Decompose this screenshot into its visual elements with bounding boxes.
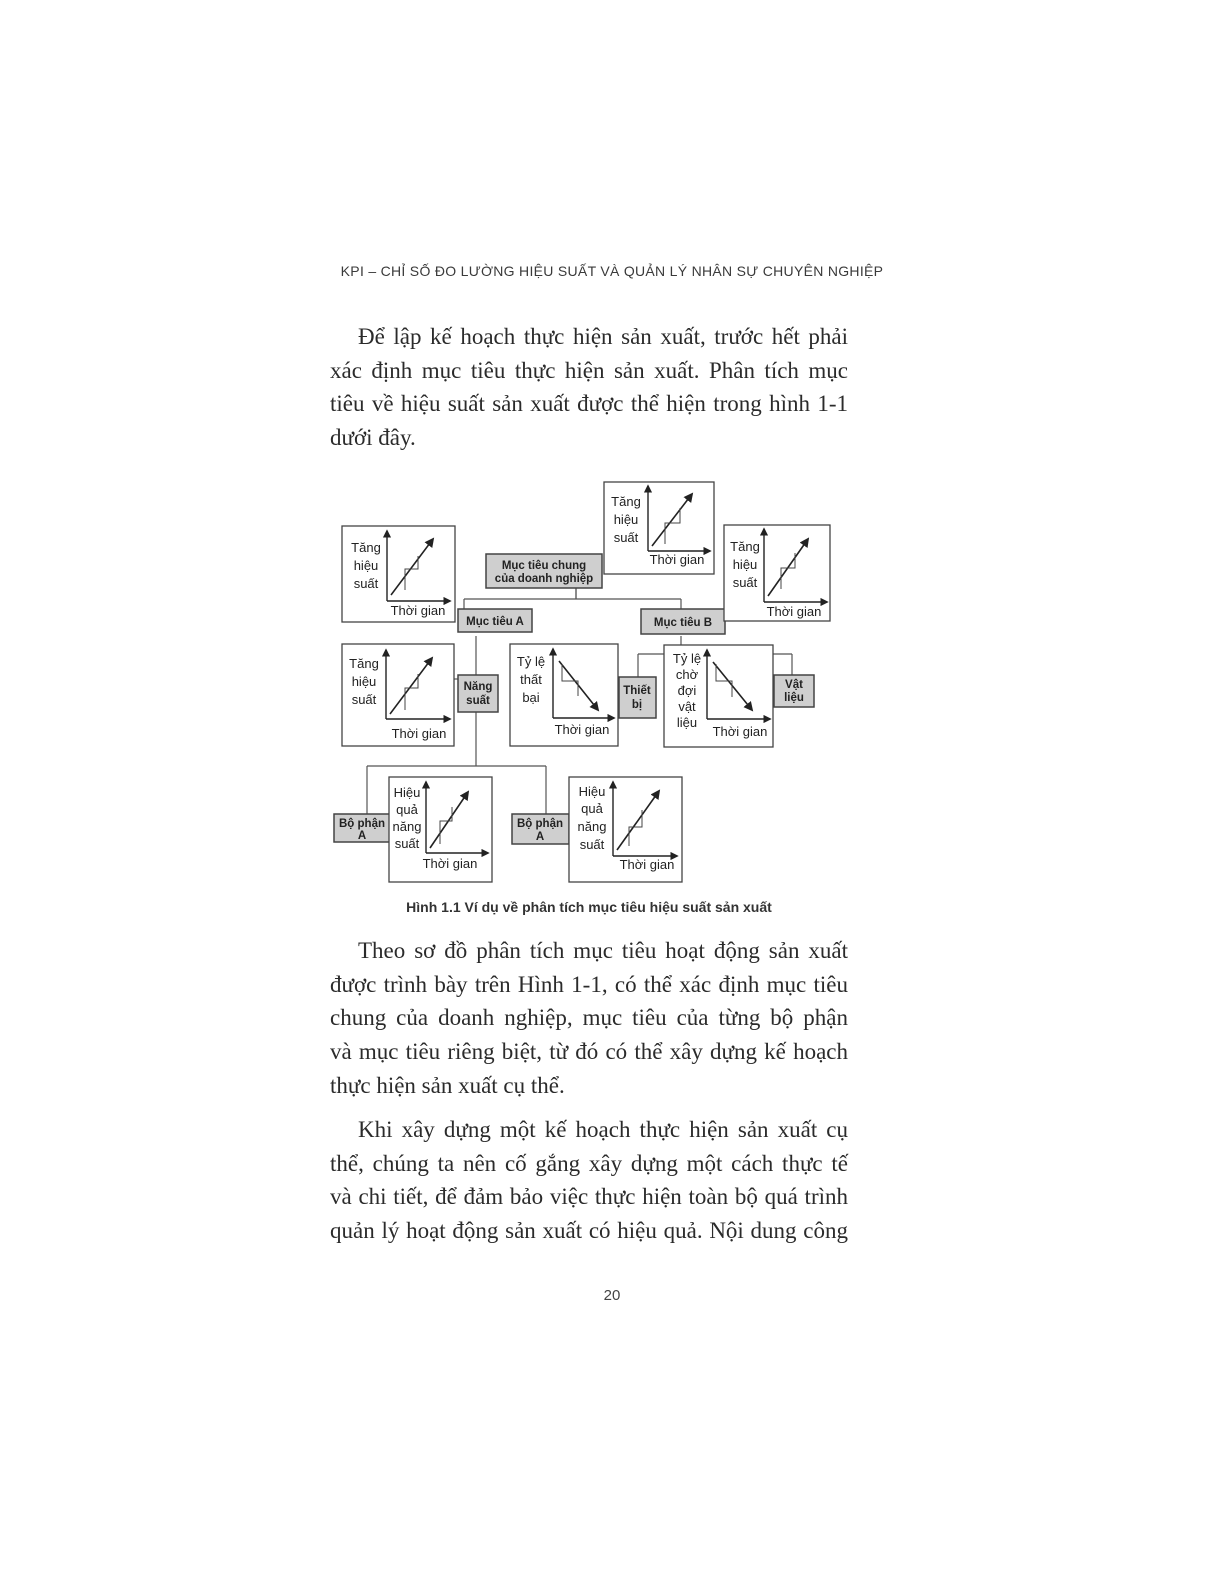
chart-4-label-3: suất <box>351 692 377 707</box>
chart-1-label-2: hiệu <box>353 558 379 573</box>
department-a-right-box <box>512 814 569 844</box>
paragraph-line: quản lý hoạt động sản xuất có hiệu quả. Nội dung công <box>330 1218 848 1244</box>
chart-3-x-label: Thời gian <box>766 604 822 619</box>
department-a-right-line2: A <box>535 831 545 843</box>
chart-4-label-2: hiệu <box>351 674 377 689</box>
chart-2-x-label: Thời gian <box>649 552 705 567</box>
chart-2-label-1: Tăng <box>611 494 641 509</box>
diagram-svg <box>330 478 850 888</box>
chart-8-label-4: suất <box>579 837 605 852</box>
productivity-line1: Năng <box>463 681 493 693</box>
chart-3-label-2: hiệu <box>732 557 758 572</box>
department-a-left-box <box>334 814 390 842</box>
chart-7-label-4: suất <box>394 836 420 851</box>
materials-line2: liệu <box>784 692 804 704</box>
chart-3-label-3: suất <box>732 575 758 590</box>
paragraph-line: xác định mục tiêu thực hiện sản xuất. Phân tích mục <box>330 357 848 383</box>
chart-6-label-1: Tỷ lệ <box>672 651 702 666</box>
chart-5-label-3: bại <box>522 690 540 705</box>
chart-1-label-3: suất <box>353 576 379 591</box>
chart-2-label-2: hiệu <box>613 512 639 527</box>
productivity-box <box>458 675 498 712</box>
equipment-box <box>619 677 656 718</box>
goal-b-box <box>641 609 725 634</box>
goal-analysis-diagram <box>330 478 850 888</box>
paragraph-planning <box>330 1113 848 1248</box>
paragraph-explanation <box>330 934 848 1103</box>
figure-caption: Hình 1.1 Ví dụ về phân tích mục tiêu hiệu suất sản xuất <box>406 899 772 915</box>
paragraph-line: chung của doanh nghiệp, mục tiêu của từng bộ phận <box>330 1005 848 1031</box>
equipment-line1: Thiết <box>623 685 651 697</box>
chart-7-x-label: Thời gian <box>422 856 478 871</box>
paragraph-line: thể, chúng ta nên cố gắng xây dựng một cách thực tế <box>330 1150 848 1176</box>
chart-7-label-3: năng <box>392 819 422 834</box>
productivity-line2: suất <box>466 695 490 707</box>
page-number: 20 <box>603 1287 621 1304</box>
goal-a-box <box>458 609 532 632</box>
chart-3-label-1: Tăng <box>730 539 760 554</box>
chart-6-x-label: Thời gian <box>712 724 768 739</box>
running-header: KPI – CHỈ SỐ ĐO LƯỜNG HIỆU SUẤT VÀ QUẢN LÝ NHÂN SỰ CHUYÊN NGHIỆP <box>340 263 884 279</box>
paragraph-line: dưới đây. <box>330 425 416 451</box>
paragraph-line: Để lập kế hoạch thực hiện sản xuất, trước hết phải <box>358 324 848 349</box>
materials-line1: Vật <box>785 679 803 691</box>
chart-1-x-label: Thời gian <box>390 603 446 618</box>
chart-6-label-3: đợi <box>677 683 697 698</box>
chart-7-label-2: quả <box>396 802 418 817</box>
department-a-right-line1: Bộ phận <box>517 818 563 830</box>
chart-8-label-1: Hiệu <box>578 784 606 799</box>
paragraph-line: được trình bày trên Hình 1-1, có thể xác định mục tiêu <box>330 971 848 997</box>
paragraph-line: tiêu về hiệu suất sản xuất được thể hiện trong hình 1-1 <box>330 391 848 417</box>
chart-2-label-3: suất <box>613 530 639 545</box>
chart-5-label-2: thất <box>520 672 542 687</box>
chart-6-label-4: vật <box>678 699 696 714</box>
materials-box <box>774 675 814 707</box>
chart-8-x-label: Thời gian <box>619 857 675 872</box>
goal-a-label: Mục tiêu A <box>466 616 524 628</box>
paragraph-line: Theo sơ đồ phân tích mục tiêu hoạt động sản xuất <box>358 938 848 963</box>
department-a-left-line1: Bộ phận <box>339 818 385 830</box>
chart-5-label-1: Tỷ lệ <box>516 654 546 669</box>
goal-b-label: Mục tiêu B <box>653 617 713 629</box>
root-goal-box <box>486 554 602 588</box>
chart-6-label-2: chờ <box>675 667 699 682</box>
chart-4-label-1: Tăng <box>349 656 379 671</box>
chart-6-label-5: liệu <box>676 715 698 730</box>
paragraph-line: Khi xây dựng một kế hoạch thực hiện sản xuất cụ <box>358 1117 848 1142</box>
chart-8-label-3: năng <box>577 819 607 834</box>
chart-5-x-label: Thời gian <box>554 722 610 737</box>
chart-7-label-1: Hiệu <box>393 785 421 800</box>
paragraph-line: và mục tiêu riêng biệt, từ đó có thể xây dựng kế hoạch <box>330 1039 848 1065</box>
root-goal-line1: Mục tiêu chung <box>501 560 587 572</box>
root-goal-line2: của doanh nghiệp <box>494 573 594 585</box>
equipment-line2: bị <box>631 699 643 711</box>
department-a-left-line2: A <box>357 830 367 842</box>
paragraph-intro <box>330 320 848 455</box>
chart-4-x-label: Thời gian <box>391 726 447 741</box>
paragraph-line: thực hiện sản xuất cụ thể. <box>330 1072 565 1098</box>
chart-8-label-2: quả <box>581 801 603 816</box>
chart-1-label-1: Tăng <box>351 540 381 555</box>
paragraph-line: và chi tiết, để đảm bảo việc thực hiện toàn bộ quá trình <box>330 1184 848 1210</box>
